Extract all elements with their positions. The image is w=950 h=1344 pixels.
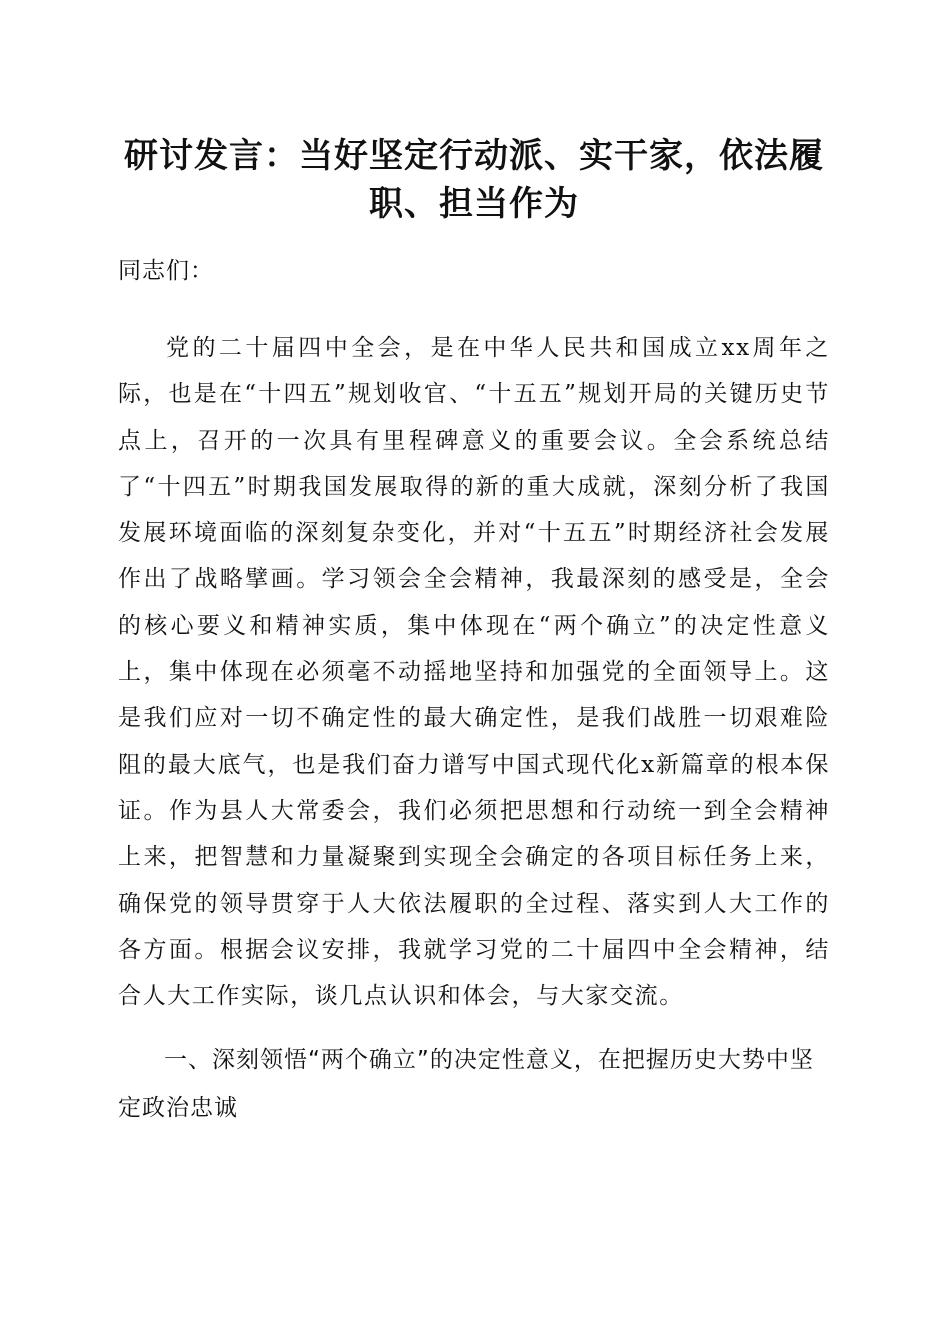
section-heading: 一、深刻领悟“两个确立”的决定性意义，在把握历史大势中坚定政治忠诚 <box>118 1047 814 1121</box>
salutation: 同志们： <box>118 258 214 284</box>
document-title: 研讨发言：当好坚定行动派、实干家，依法履职、担当作为 <box>124 136 824 224</box>
body-paragraph: 党的二十届四中全会，是在中华人民共和国成立xx周年之际，也是在“十四五”规划收官、“十五五”规划开局的关键历史节点上，召开的一次具有里程碑意义的重要会议。全会系统总结了“十四五”时期我国发展取得的新的重大成就，深刻分析了我国发展环境面临的深刻复杂变化，并对“十五五”时期经济社会发展作出了战略擘画。学习领会全会精神，我最深刻的感受是，全会的核心要义和精神实质，集中体现在“两个确立”的决定性意义上，集中体现在必须毫不动摇地坚持和加强党的全面领导上。这是我们应对一切不确定性的最大确定性，是我们战胜一切艰难险阻的最大底气，也是我们奋力谱写中国式现代化x新篇章的根本保证。作为县人大常委会，我们必须把思想和行动统一到全会精神上来，把智慧和力量凝聚到实现全会确定的各项目标任务上来，确保党的领导贯穿于人大依法履职的全过程、落实到人大工作的各方面。根据会议安排，我就学习党的二十届四中全会精神，结合人大工作实际，谈几点认识和体会，与大家交流。 <box>118 335 830 1010</box>
